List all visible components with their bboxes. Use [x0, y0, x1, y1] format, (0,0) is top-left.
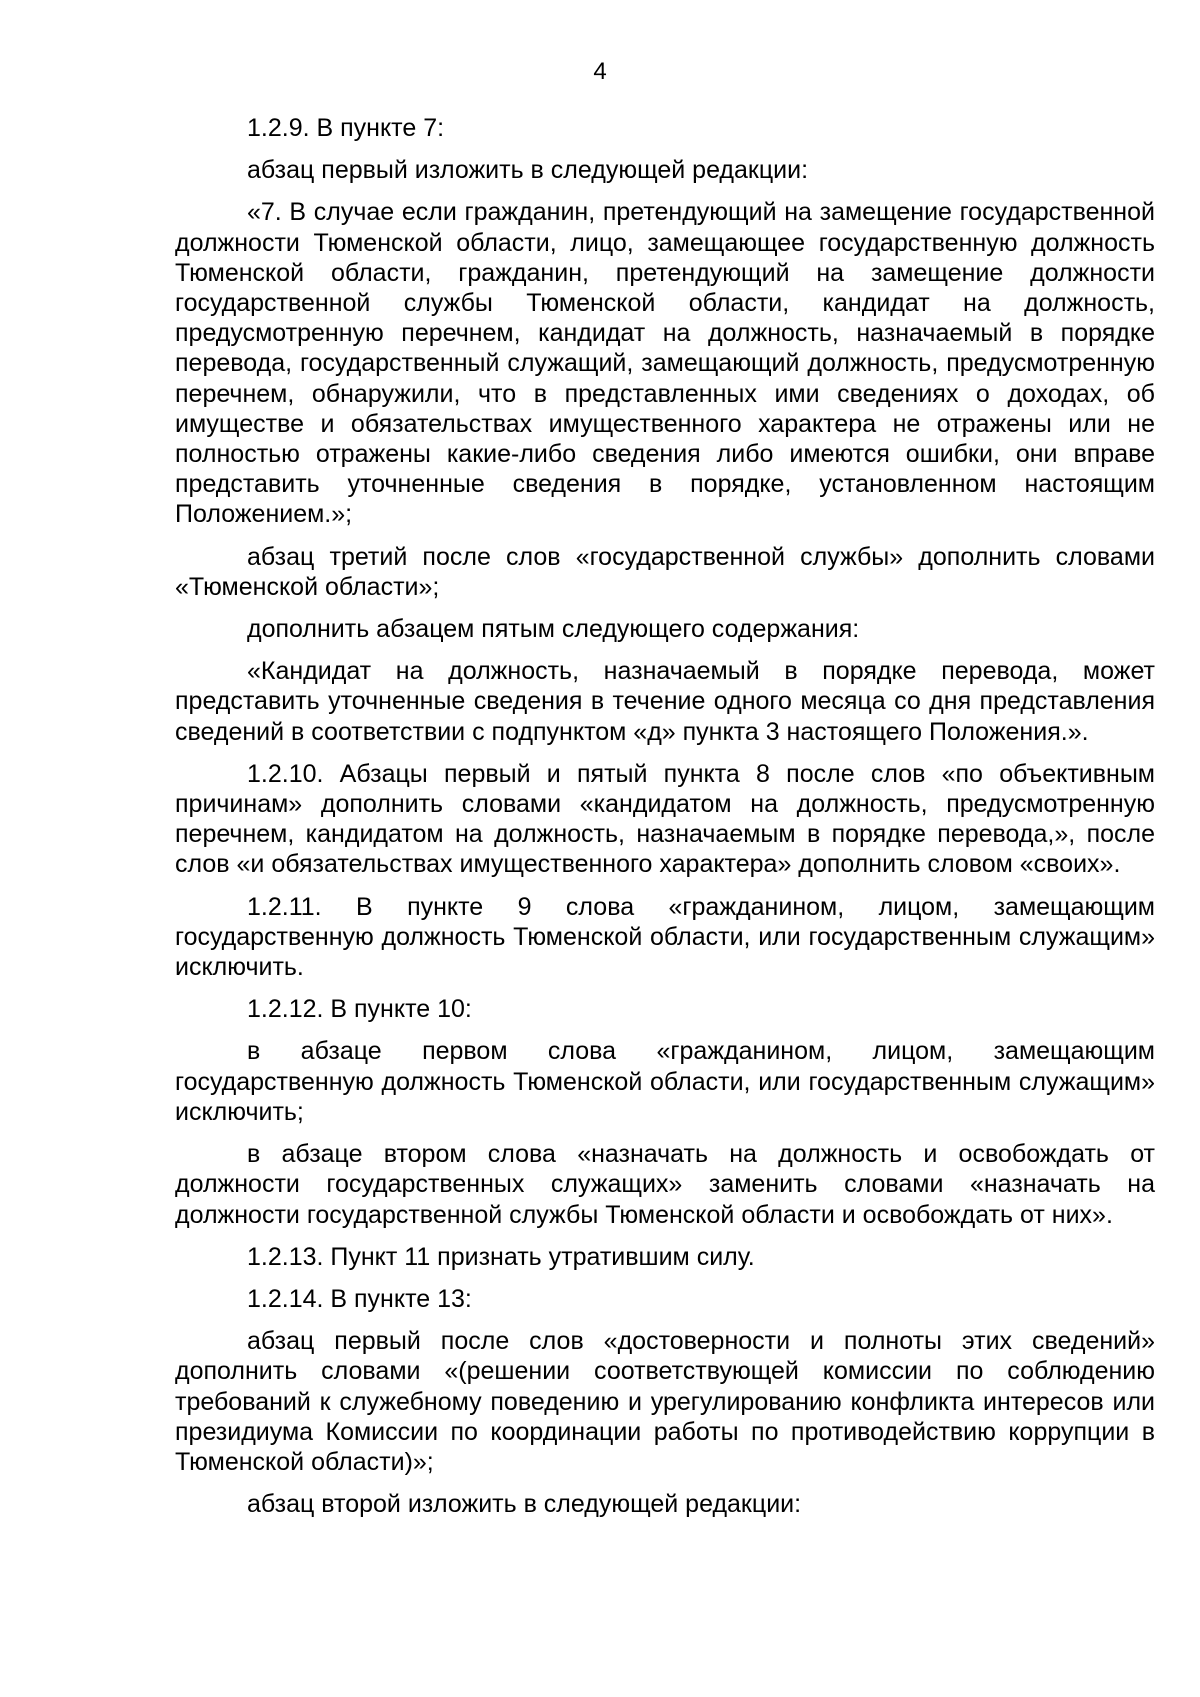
paragraph: абзац второй изложить в следующей редакции: [247, 1490, 802, 1519]
document-body [175, 113, 1155, 1531]
paragraph: дополнить абзацем пятым следующего содержания: [247, 615, 860, 644]
paragraph-1-2-14: 1.2.14. В пункте 13: [247, 1284, 472, 1313]
paragraph-1-2-9: 1.2.9. В пункте 7: [247, 114, 445, 142]
page-number: 4 [593, 58, 607, 85]
paragraph-1-2-10: 1.2.10. Абзацы первый и пятый пункта 8 после слов «по объективным причинам» дополнить словами «кандидатом на должность, предусмотренную перечнем, кандидатом на должность, назначаемым в порядке перевода,», после слов «и обязательствах имущественного характера» дополнить словом «своих». [175, 759, 1155, 879]
paragraph-1-2-12: 1.2.12. В пункте 10: [247, 995, 472, 1024]
paragraph: в абзаце первом слова «гражданином, лицом, замещающим государственную должность Тюменской области, или государственным служащим» исключить; [175, 1037, 1155, 1126]
paragraph-1-2-13: 1.2.13. Пункт 11 признать утратившим силу. [247, 1242, 755, 1271]
paragraph: в абзаце втором слова «назначать на должность и освобождать от должности государственных служащих» заменить словами «назначать на должности государственной службы Тюменской области и освобождать от них». [175, 1140, 1155, 1229]
paragraph: абзац первый после слов «достоверности и полноты этих сведений» дополнить словами «(решении соответствующей комиссии по соблюдению требований к служебному поведению и урегулированию конфликта интересов или президиума Комиссии по координации работы по противодействию коррупции в Тюменской области)»; [175, 1327, 1155, 1476]
quoted-paragraph: «7. В случае если гражданин, претендующий на замещение государственной должности Тюменской области, лицо, замещающее государственную должность Тюменской области, гражданин, претендующий на замещение должности государственной службы Тюменской области, кандидат на должность, предусмотренную перечнем, кандидат на должность, назначаемый в порядке перевода, государственный служащий, замещающий должность, предусмотренную перечнем, обнаружили, что в представленных ими сведениях о доходах, об имуществе и обязательствах имущественного характера не отражены или не полностью отражены какие-либо сведения либо имеются ошибки, они вправе представить уточненные сведения в порядке, установленном настоящим Положением.»; [175, 198, 1155, 529]
paragraph-1-2-11: 1.2.11. В пункте 9 слова «гражданином, лицом, замещающим государственную должность Тюменской области, или государственным служащим» исключить. [175, 892, 1155, 982]
paragraph: абзац третий после слов «государственной службы» дополнить словами «Тюменской области»; [175, 542, 1155, 601]
paragraph: абзац первый изложить в следующей редакции: [247, 156, 809, 185]
quoted-paragraph: «Кандидат на должность, назначаемый в порядке перевода, может представить уточненные сведения в течение одного месяца со дня представления сведений в соответствии с подпунктом «д» пункта 3 настоящего Положения.». [175, 657, 1155, 746]
